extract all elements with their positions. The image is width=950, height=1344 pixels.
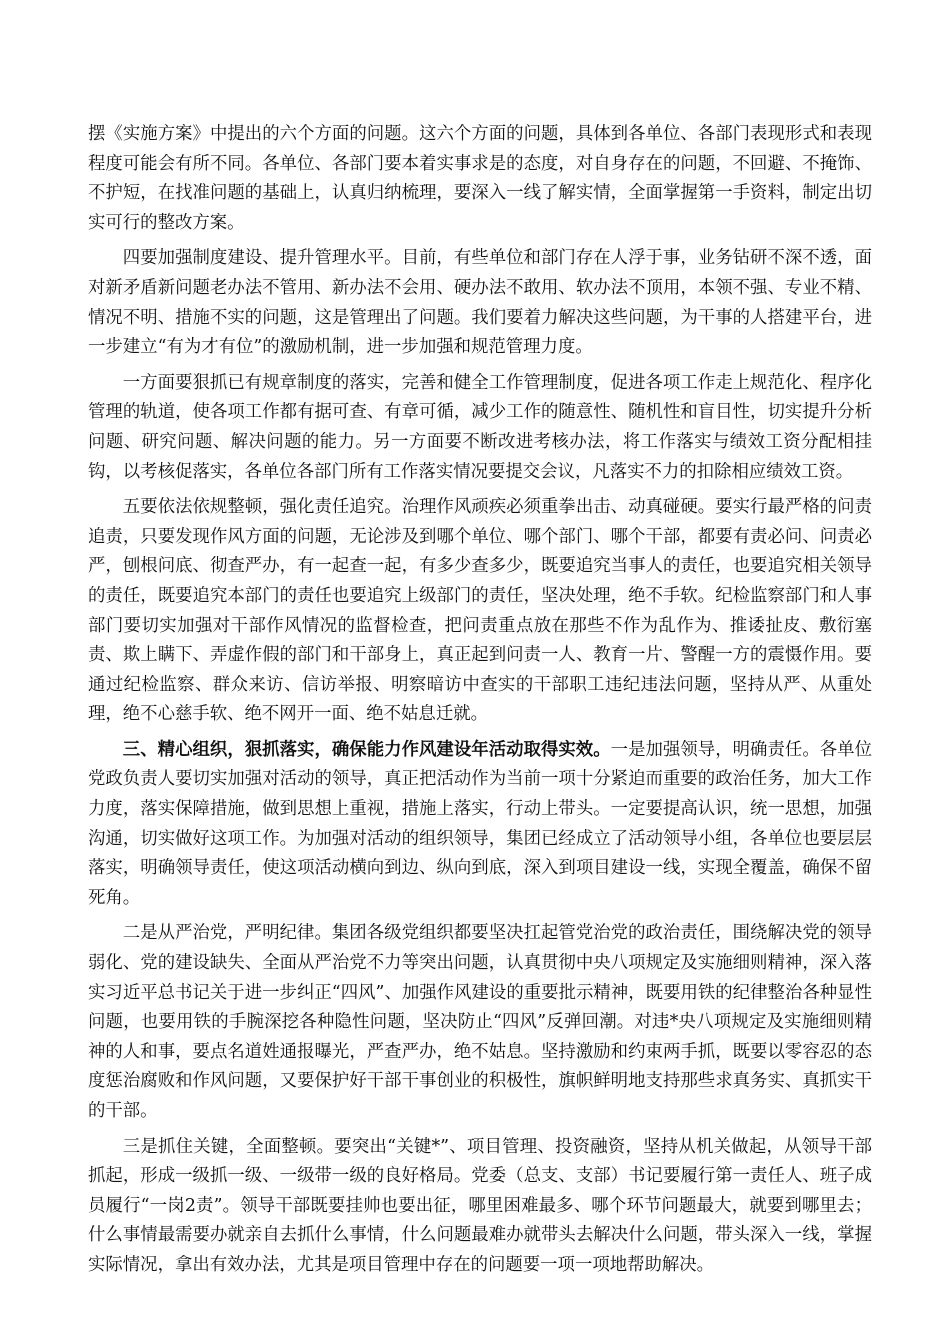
- paragraph-text: 四要加强制度建设、提升管理水平。目前，有些单位和部门存在人浮于事，业务钻研不深不透，面对新矛盾新问题老办法不管用、新办法不会用、硬办法不敢用、软办法不顶用，本领不强、专业不精、情况不明、措施不实的问题，这是管理出了问题。我们要着力解决这些问题，为干事的人搭建平台，进一步建立“有为才有位”的激励机制，进一步加强和规范管理力度。: [88, 248, 872, 358]
- paragraph-text: 摆《实施方案》中提出的六个方面的问题。这六个方面的问题，具体到各单位、各部门表现形式和表现程度可能会有所不同。各单位、各部门要本着实事求是的态度，对自身存在的问题，不回避、不掩饰、不护短，在找准问题的基础上，认真归纳梳理，要深入一线了解实情，全面掌握第一手资料，制定出切实可行的整改方案。: [88, 124, 872, 233]
- section-heading: 三、精心组织，狠抓落实，确保能力作风建设年活动取得实效。: [122, 739, 611, 760]
- paragraph-text: 一是加强领导，明确责任。各单位党政负责人要切实加强对活动的领导，真正把活动作为当前一项十分紧迫而重要的政治任务，加大工作力度，落实保障措施，做到思想上重视，措施上落实，行动上带头。一定要提高认识，统一思想，加强沟通，切实做好这项工作。为加强对活动的组织领导，集团已经成立了活动领导小组，各单位也要层层落实，明确领导责任，使这项活动横向到边、纵向到底，深入到项目建设一线，实现全覆盖，确保不留死角。: [88, 739, 872, 908]
- paragraph-section-three: [88, 736, 872, 914]
- paragraph-text: 一方面要狠抓已有规章制度的落实，完善和健全工作管理制度，促进各项工作走上规范化、程序化管理的轨道，使各项工作都有据可查、有章可循，减少工作的随意性、随机性和盲目性，切实提升分析问题、研究问题、解决问题的能力。另一方面要不断改进考核办法，将工作落实与绩效工资分配相挂钩，以考核促落实，各单位各部门所有工作落实情况要提交会议，凡落实不力的扣除相应绩效工资。: [88, 372, 872, 482]
- paragraph-problems-rectification: [88, 120, 872, 238]
- paragraph-key-rectification: [88, 1133, 872, 1281]
- paragraph-text: 五要依法依规整顿，强化责任追究。治理作风顽疾必须重拳出击、动真碰硬。要实行最严格的问责追责，只要发现作风方面的问题，无论涉及到哪个单位、哪个部门、哪个干部，都要有责必问、问责必严，刨根问底、彻查严办，有一起查一起，有多少查多少，既要追究当事人的责任，也要追究相关领导的责任，既要追究本部门的责任也要追究上级部门的责任，坚决处理，绝不手软。纪检监察部门和人事部门要切实加强对干部作风情况的监督检查，把问责重点放在那些不作为乱作为、推诿扯皮、敷衍塞责、欺上瞒下、弄虚作假的部门和干部身上，真正起到问责一人、教育一片、警醒一方的震慑作用。要通过纪检监察、群众来访、信访举报、明察暗访中查实的干部职工违纪违法问题，坚持从严、从重处理，绝不心慈手软、绝不网开一面、绝不姑息迁就。: [88, 497, 872, 725]
- paragraph-strict-discipline: [88, 919, 872, 1126]
- document-page: [88, 120, 872, 1287]
- paragraph-rules-implementation: [88, 369, 872, 487]
- paragraph-text: 三是抓住关键，全面整顿。要突出“关键*”、项目管理、投资融资，坚持从机关做起，从领导干部抓起，形成一级抓一级、一级带一级的良好格局。党委（总支、支部）书记要履行第一责任人、班子成员履行“一岗2责”。领导干部既要挂帅也要出征，哪里困难最多、哪个环节问题最大，就要到哪里去；什么事情最需要办就亲自去抓什么事情，什么问题最难办就带头去解决什么问题，带头深入一线，掌握实际情况，拿出有效办法，尤其是项目管理中存在的问题要一项一项地帮助解决。: [88, 1136, 872, 1275]
- paragraph-accountability: [88, 493, 872, 730]
- paragraph-text: 二是从严治党，严明纪律。集团各级党组织都要坚决扛起管党治党的政治责任，围绕解决党的领导弱化、党的建设缺失、全面从严治党不力等突出问题，认真贯彻中央八项规定及实施细则精神，深入落实习近平总书记关于进一步纠正“四风”、加强作风建设的重要批示精神，既要用铁的纪律整治各种显性问题，也要用铁的手腕深挖各种隐性问题，坚决防止“四风”反弹回潮。对违*央八项规定及实施细则精神的人和事，要点名道姓通报曝光，严查严办，绝不姑息。坚持激励和约束两手抓，既要以零容忍的态度惩治腐败和作风问题，又要保护好干部干事创业的积极性，旗帜鲜明地支持那些求真务实、真抓实干的干部。: [88, 923, 872, 1121]
- paragraph-system-building: [88, 244, 872, 362]
